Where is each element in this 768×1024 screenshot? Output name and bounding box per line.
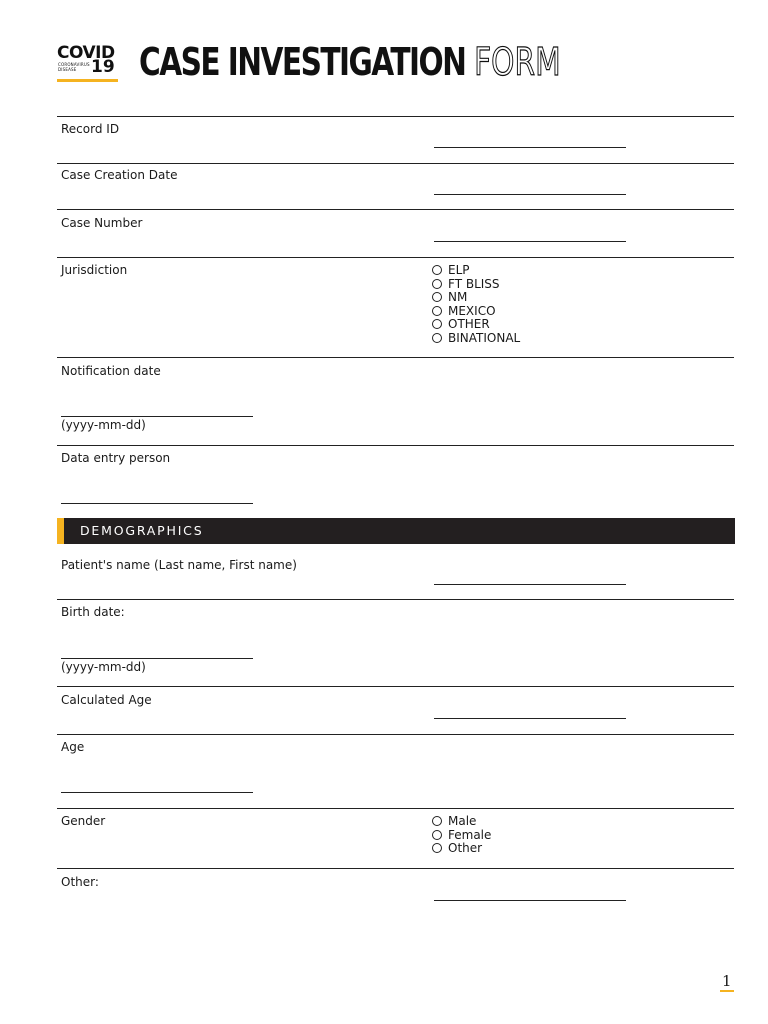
patient-name-label: Patient's name (Last name, First name) (61, 558, 297, 572)
divider (57, 257, 734, 258)
radio-label: OTHER (448, 317, 490, 331)
notification-date-label: Notification date (61, 364, 161, 378)
radio-button[interactable] (432, 333, 442, 343)
birth-date-field[interactable] (61, 658, 253, 659)
radio-button[interactable] (432, 843, 442, 853)
radio-button[interactable] (432, 265, 442, 275)
calculated-age-label: Calculated Age (61, 693, 152, 707)
other-field[interactable] (434, 900, 626, 901)
divider (57, 734, 734, 735)
logo-small-text: CORONAVIRUS DISEASE (58, 62, 90, 72)
age-field[interactable] (61, 792, 253, 793)
gender-label: Gender (61, 814, 106, 828)
radio-label: BINATIONAL (448, 330, 521, 345)
divider (57, 445, 734, 446)
case-creation-date-label: Case Creation Date (61, 168, 178, 182)
logo-number: 19 (91, 57, 115, 77)
page-number-accent (720, 990, 734, 992)
radio-label: FT BLISS (448, 276, 500, 291)
notification-date-format: (yyyy-mm-dd) (61, 418, 146, 432)
radio-button[interactable] (432, 830, 442, 840)
data-entry-person-label: Data entry person (61, 451, 171, 465)
page-title (139, 40, 561, 84)
jurisdiction-label: Jurisdiction (61, 263, 128, 277)
radio-button[interactable] (432, 816, 442, 826)
record-id-label: Record ID (61, 122, 120, 136)
logo-word: COVID (57, 43, 115, 63)
other-label: Other: (61, 875, 99, 889)
divider (57, 116, 734, 117)
radio-label: ELP (448, 263, 470, 277)
age-label: Age (61, 740, 85, 754)
section-accent (57, 518, 64, 544)
section-title: DEMOGRAPHICS (80, 523, 204, 538)
page-number: 1 (722, 972, 732, 990)
divider (57, 599, 734, 600)
record-id-field[interactable] (434, 147, 626, 148)
radio-button[interactable] (432, 279, 442, 289)
title-outline: FORM (474, 40, 561, 84)
covid19-logo (57, 44, 119, 82)
divider (57, 357, 734, 358)
radio-button[interactable] (432, 319, 442, 329)
radio-label: Male (448, 814, 477, 828)
calculated-age-field[interactable] (434, 718, 626, 719)
radio-label: Other (448, 841, 483, 855)
birth-date-format: (yyyy-mm-dd) (61, 660, 146, 674)
case-creation-date-field[interactable] (434, 194, 626, 195)
divider (57, 686, 734, 687)
patient-name-field[interactable] (434, 584, 626, 585)
divider (57, 808, 734, 809)
logo-accent-bar (57, 79, 118, 82)
divider (57, 868, 734, 869)
divider (57, 209, 734, 210)
radio-label: Female (448, 827, 492, 842)
birth-date-label: Birth date: (61, 605, 125, 619)
title-main: CASE INVESTIGATION (139, 40, 466, 84)
radio-button[interactable] (432, 292, 442, 302)
section-header-demographics (57, 518, 735, 544)
radio-button[interactable] (432, 306, 442, 316)
data-entry-person-field[interactable] (61, 503, 253, 504)
case-number-label: Case Number (61, 216, 143, 230)
divider (57, 163, 734, 164)
case-number-field[interactable] (434, 241, 626, 242)
notification-date-field[interactable] (61, 416, 253, 417)
radio-label: NM (448, 290, 468, 304)
radio-label: MEXICO (448, 303, 496, 318)
